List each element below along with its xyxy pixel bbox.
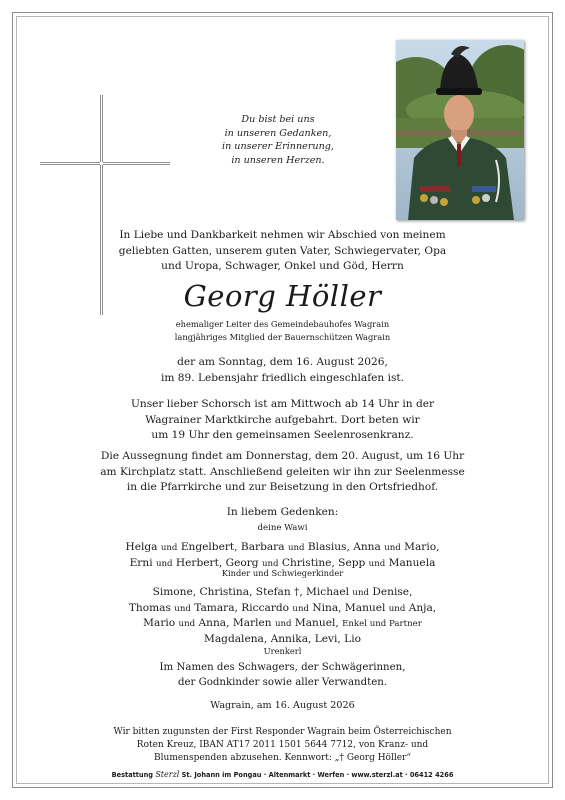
memorial-verse	[198, 113, 358, 167]
intro-line: und Uropa, Schwager, Onkel und Göd, Herrn	[161, 260, 404, 272]
portrait-photo	[396, 40, 524, 220]
role-line: langjähriges Mitglied der Bauernschützen Wagrain	[174, 331, 391, 342]
viewing-text	[0, 397, 565, 444]
intro-line: In Liebe und Dankbarkeit nehmen wir Abschied von meinem	[119, 229, 446, 241]
role-line: ehemaliger Leiter des Gemeindebauhofes Wagrain	[175, 319, 390, 329]
donation-line: Roten Kreuz, IBAN AT17 2011 1501 5644 7712, von Kranz- und	[136, 740, 429, 750]
children-list	[0, 540, 565, 571]
children-line: Helga und Engelbert, Barbara und Blasius, Anna und Mario,	[125, 541, 440, 553]
great-grandchildren-names: Magdalena, Annika, Levi, Lio	[204, 633, 361, 645]
passing-line: im 89. Lebensjahr friedlich eingeschlafen ist.	[160, 371, 405, 384]
funeral-home-logo: Sterzl	[155, 770, 180, 779]
intro-text	[0, 228, 565, 275]
footer-details: St. Johann im Pongau · Altenmarkt · Werfen · www.sterzl.at · 06412 4266	[181, 771, 454, 779]
funeral-line: Die Aussegnung findet am Donnerstag, dem 20. August, um 16 Uhr	[100, 450, 465, 462]
footer-prefix: Bestattung	[111, 771, 154, 779]
grandchildren-line: Thomas und Tamara, Riccardo und Nina, Manuel und Anja,	[128, 601, 437, 614]
roles	[0, 318, 565, 343]
viewing-line: Wagrainer Marktkirche aufgebahrt. Dort beten wir	[145, 413, 420, 426]
place-date: Wagrain, am 16. August 2026	[210, 700, 355, 711]
memory-heading: In liebem Gedenken:	[226, 506, 339, 518]
portrait-image	[396, 40, 524, 220]
donation-text	[0, 726, 565, 765]
viewing-line: Unser lieber Schorsch ist am Mittwoch ab 14 Uhr in der	[130, 398, 435, 410]
spouse-line: deine Wawi	[257, 523, 308, 533]
closing-line: Im Namen des Schwagers, der Schwägerinnen,	[159, 662, 406, 673]
viewing-line: um 19 Uhr den gemeinsamen Seelenrosenkranz.	[151, 429, 414, 441]
grandchildren-line: Mario und Anna, Marlen und Manuel, Enkel und Partner	[143, 617, 422, 629]
verse-line: in unserer Erinnerung,	[222, 141, 334, 152]
great-grandchildren-label: Urenkerl	[263, 646, 302, 656]
passing-text	[0, 355, 565, 386]
donation-line: Blumenspenden abzusehen. Kennwort: „† Georg Höller“	[154, 753, 411, 763]
verse-line: in unseren Gedanken,	[224, 127, 332, 139]
intro-line: geliebten Gatten, unserem guten Vater, Schwiegervater, Opa	[118, 244, 447, 257]
verse-line: Du bist bei uns	[241, 114, 315, 125]
donation-line: Wir bitten zugunsten der First Responder Wagrain beim Österreichischen	[113, 727, 452, 737]
closing-line: der Godnkinder sowie aller Verwandten.	[177, 676, 388, 688]
grandchildren-line: Simone, Christina, Stefan †, Michael und Denise,	[152, 586, 413, 598]
verse-line: in unseren Herzen.	[231, 154, 325, 166]
funeral-text	[0, 449, 565, 496]
deceased-name: Georg Höller	[183, 279, 382, 313]
children-label: Kinder und Schwiegerkinder	[221, 568, 344, 578]
funeral-home-footer	[0, 770, 565, 780]
children-line: Erni und Herbert, Georg und Christine, Sepp und Manuela	[129, 556, 436, 569]
funeral-line: am Kirchplatz statt. Anschließend geleiten wir ihn zur Seelenmesse	[100, 465, 465, 478]
funeral-line: in die Pfarrkirche und zur Beisetzung in den Ortsfriedhof.	[126, 481, 439, 493]
passing-line: der am Sonntag, dem 16. August 2026,	[177, 356, 388, 368]
closing-text	[0, 661, 565, 690]
grandchildren-list	[0, 585, 565, 632]
